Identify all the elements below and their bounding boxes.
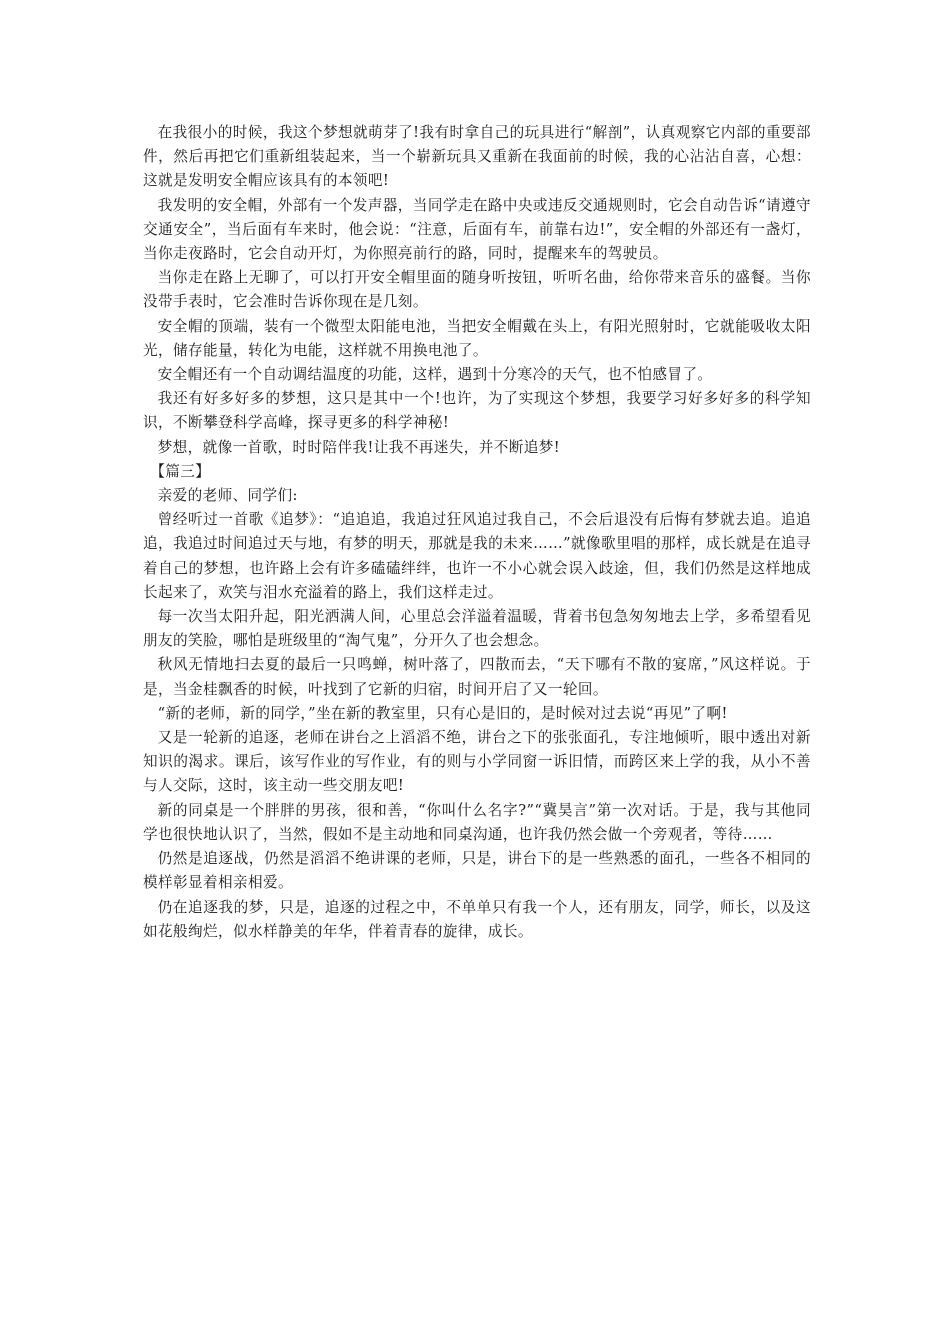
paragraph-10: 秋风无情地扫去夏的最后一只鸣蝉，树叶落了，四散而去，“天下哪有不散的宴席，”风这样说。于是，当金桂飘香的时候，叶找到了它新的归宿，时间开启了又一轮回。: [143, 656, 811, 698]
paragraph-9: 每一次当太阳升起，阳光洒满人间，心里总会洋溢着温暖，背着书包急匆匆地去上学，多希望看见朋友的笑脸，哪怕是班级里的“淘气鬼”，分开久了也会想念。: [143, 608, 811, 650]
paragraph-2: 我发明的安全帽，外部有一个发声器，当同学走在路中央或违反交通规则时，它会自动告诉“请遵守交通安全”，当后面有车来时，他会说：“注意，后面有车，前靠右边!”，安全帽的外部还有一盏灯，当你走夜路时，它会自动开灯，为你照亮前行的路，同时，提醒来车的驾驶员。: [143, 196, 811, 263]
paragraph-4: 安全帽的顶端，装有一个微型太阳能电池，当把安全帽戴在头上，有阳光照射时，它就能吸收太阳光，储存能量，转化为电能，这样就不用换电池了。: [143, 317, 811, 359]
paragraph-14: 仍然是追逐战，仍然是滔滔不绝讲课的老师，只是，讲台下的是一些熟悉的面孔，一些各不相同的模样彰显着相亲相爱。: [143, 850, 811, 892]
paragraph-8: 曾经听过一首歌《追梦》：“追追追，我追过狂风追过我自己，不会后退没有后悔有梦就去追。追追追，我追过时间追过天与地，有梦的明天，那就是我的未来……”就像歌里唱的那样，成长就是在追寻着自己的梦想，也许路上会有许多磕磕绊绊，也许一不小心就会误入歧途，但，我们仍然是这样地成长起来了，欢笑与泪水充溢着的路上，我们这样走过。: [143, 511, 811, 601]
paragraph-7: 梦想，就像一首歌，时时陪伴我!让我不再迷失，并不断追梦!: [157, 438, 560, 456]
salutation: 亲爱的老师、同学们:: [157, 487, 298, 505]
paragraph-3: 当你走在路上无聊了，可以打开安全帽里面的随身听按钮，听听名曲，给你带来音乐的盛餐。当你没带手表时，它会准时告诉你现在是几刻。: [143, 269, 811, 311]
paragraph-12: 又是一轮新的追逐，老师在讲台之上滔滔不绝，讲台之下的张张面孔，专注地倾听，眼中透出对新知识的渴求。课后，该写作业的写作业，有的则与小学同窗一诉旧情，而跨区来上学的我，从小不善与人交际，这时，该主动一些交朋友吧!: [143, 729, 811, 795]
section-heading: 【篇三】: [150, 462, 211, 480]
paragraph-11: “新的老师，新的同学，”坐在新的教室里，只有心是旧的，是时候对过去说“再见”了啊!: [157, 704, 728, 722]
document-body: [143, 121, 811, 944]
paragraph-15: 仍在追逐我的梦，只是，追逐的过程之中，不单单只有我一个人，还有朋友，同学，师长，以及这如花般绚烂，似水样静美的年华，伴着青春的旋律，成长。: [143, 898, 811, 940]
paragraph-5: 安全帽还有一个自动调结温度的功能，这样，遇到十分寒冷的天气，也不怕感冒了。: [157, 366, 713, 384]
paragraph-1: 在我很小的时候，我这个梦想就萌芽了!我有时拿自己的玩具进行“解剖”，认真观察它内部的重要部件，然后再把它们重新组装起来，当一个崭新玩具又重新在我面前的时候，我的心沾沾自喜，心想：这就是发明安全帽应该具有的本领吧!: [143, 124, 811, 190]
paragraph-13: 新的同桌是一个胖胖的男孩，很和善，“你叫什么名字?”“冀昊言”第一次对话。于是，我与其他同学也很快地认识了，当然，假如不是主动地和同桌沟通，也许我仍然会做一个旁观者，等待……: [143, 801, 811, 843]
paragraph-6: 我还有好多好多的梦想，这只是其中一个!也许，为了实现这个梦想，我要学习好多好多的科学知识，不断攀登科学高峰，探寻更多的科学神秘!: [143, 390, 811, 432]
